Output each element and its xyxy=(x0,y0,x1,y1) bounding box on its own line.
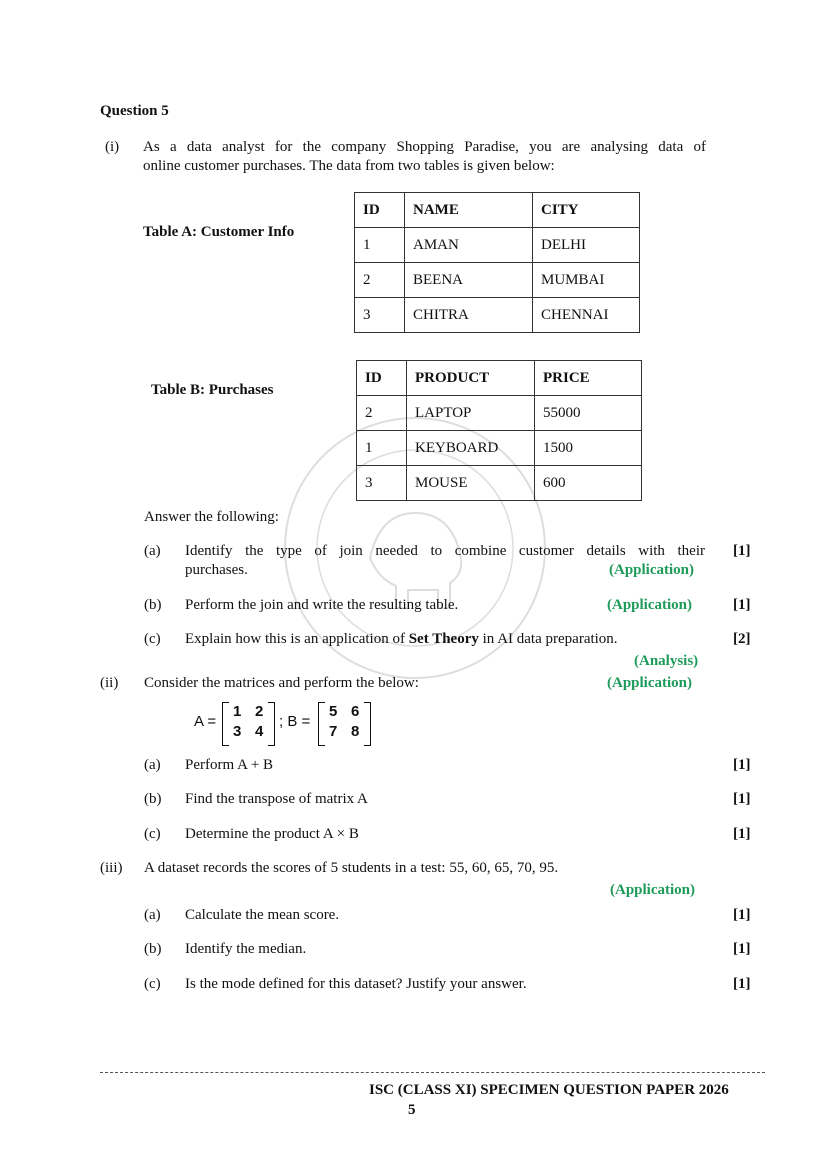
marks-badge: [1] xyxy=(733,907,751,923)
table-cell: 3 xyxy=(355,298,405,333)
marks-badge: [1] xyxy=(733,791,751,807)
subq-text: Identify the type of join needed to combine customer details with their xyxy=(185,543,705,559)
part-iii-number: (iii) xyxy=(100,860,123,876)
table-cell: 55000 xyxy=(535,396,642,431)
matrix-cell: 1 xyxy=(233,703,242,720)
table-cell: CHENNAI xyxy=(533,298,640,333)
matrix-cell: 8 xyxy=(351,723,360,740)
table-cell: 3 xyxy=(357,466,407,501)
table-a xyxy=(354,192,640,333)
marks-badge: [1] xyxy=(733,826,751,842)
table-b-header: PRICE xyxy=(535,361,642,396)
bloom-tag: (Application) xyxy=(607,597,693,613)
subq-text: Perform A + B xyxy=(185,757,274,773)
table-b-label: Table B: Purchases xyxy=(151,382,274,398)
bracket-right xyxy=(268,702,275,746)
part-i-intro-line2: online customer purchases. The data from two tables is given below: xyxy=(143,158,555,174)
matrix-cell: 4 xyxy=(255,723,264,740)
table-row xyxy=(357,466,642,501)
matrix-a-label: A = xyxy=(194,713,217,730)
matrix-cell: 3 xyxy=(233,723,242,740)
bracket-right xyxy=(364,702,371,746)
subq-label: (a) xyxy=(144,543,161,559)
table-cell: DELHI xyxy=(533,228,640,263)
table-b-header: ID xyxy=(357,361,407,396)
table-cell: 1 xyxy=(357,431,407,466)
part-iii-intro: A dataset records the scores of 5 students in a test: 55, 60, 65, 70, 95. xyxy=(144,860,559,876)
table-row xyxy=(355,228,640,263)
part-ii-intro: Consider the matrices and perform the below: xyxy=(144,675,419,691)
subq-label: (b) xyxy=(144,597,162,613)
subq-text: Find the transpose of matrix A xyxy=(185,791,368,807)
table-cell: 600 xyxy=(535,466,642,501)
footer-title: ISC (CLASS XI) SPECIMEN QUESTION PAPER 2026 xyxy=(369,1082,729,1098)
bloom-tag: (Application) xyxy=(609,562,695,578)
subq-label: (a) xyxy=(144,757,161,773)
elephant-icon xyxy=(370,513,461,608)
table-b xyxy=(356,360,642,501)
table-cell: MUMBAI xyxy=(533,263,640,298)
bloom-tag: (Application) xyxy=(610,882,696,898)
matrix-cell: 7 xyxy=(329,723,338,740)
subq-text-part: Explain how this is an application of xyxy=(185,631,409,647)
subq-label: (b) xyxy=(144,791,162,807)
question-title: Question 5 xyxy=(100,103,169,119)
marks-badge: [1] xyxy=(733,757,751,773)
part-i-intro-line1: As a data analyst for the company Shopping Paradise, you are analysing data of xyxy=(143,139,706,155)
table-cell: 1 xyxy=(355,228,405,263)
part-i-number: (i) xyxy=(105,139,120,155)
footer-divider xyxy=(100,1072,765,1073)
subq-label: (c) xyxy=(144,826,161,842)
subq-text: Is the mode defined for this dataset? Justify your answer. xyxy=(185,976,527,992)
table-cell: AMAN xyxy=(405,228,533,263)
subq-text: Determine the product A × B xyxy=(185,826,359,842)
table-cell: LAPTOP xyxy=(407,396,535,431)
subq-text: Calculate the mean score. xyxy=(185,907,340,923)
bloom-tag: (Application) xyxy=(607,675,693,691)
marks-badge: [1] xyxy=(733,543,751,559)
subq-label: (b) xyxy=(144,941,162,957)
table-cell: CHITRA xyxy=(405,298,533,333)
table-cell: KEYBOARD xyxy=(407,431,535,466)
table-a-header: NAME xyxy=(405,193,533,228)
page-number: 5 xyxy=(408,1102,416,1118)
table-cell: 2 xyxy=(357,396,407,431)
subq-text-part: in AI data preparation. xyxy=(478,631,618,647)
table-row xyxy=(357,396,642,431)
subq-text: purchases. xyxy=(185,562,248,578)
table-cell: 1500 xyxy=(535,431,642,466)
table-a-label: Table A: Customer Info xyxy=(143,224,295,240)
subq-text-bold: Set Theory xyxy=(408,631,479,647)
table-cell: 2 xyxy=(355,263,405,298)
subq-text: Identify the median. xyxy=(185,941,307,957)
matrix-cell: 2 xyxy=(255,703,264,720)
marks-badge: [1] xyxy=(733,976,751,992)
bracket-left xyxy=(222,702,229,746)
part-ii-number: (ii) xyxy=(100,675,119,691)
subq-label: (a) xyxy=(144,907,161,923)
table-cell: BEENA xyxy=(405,263,533,298)
table-row xyxy=(357,431,642,466)
table-b-header: PRODUCT xyxy=(407,361,535,396)
bracket-left xyxy=(318,702,325,746)
subq-label: (c) xyxy=(144,976,161,992)
answer-prompt: Answer the following: xyxy=(144,509,279,525)
table-row xyxy=(355,298,640,333)
table-cell: MOUSE xyxy=(407,466,535,501)
matrix-separator: ; B = xyxy=(279,713,311,730)
bloom-tag: (Analysis) xyxy=(634,653,699,669)
table-a-header: ID xyxy=(355,193,405,228)
table-a-header: CITY xyxy=(533,193,640,228)
subq-text: Perform the join and write the resulting table. xyxy=(185,597,459,613)
marks-badge: [1] xyxy=(733,941,751,957)
marks-badge: [1] xyxy=(733,597,751,613)
matrix-cell: 5 xyxy=(329,703,338,720)
marks-badge: [2] xyxy=(733,631,751,647)
table-row xyxy=(355,263,640,298)
subq-label: (c) xyxy=(144,631,161,647)
subq-text xyxy=(185,631,618,648)
matrix-cell: 6 xyxy=(351,703,360,720)
